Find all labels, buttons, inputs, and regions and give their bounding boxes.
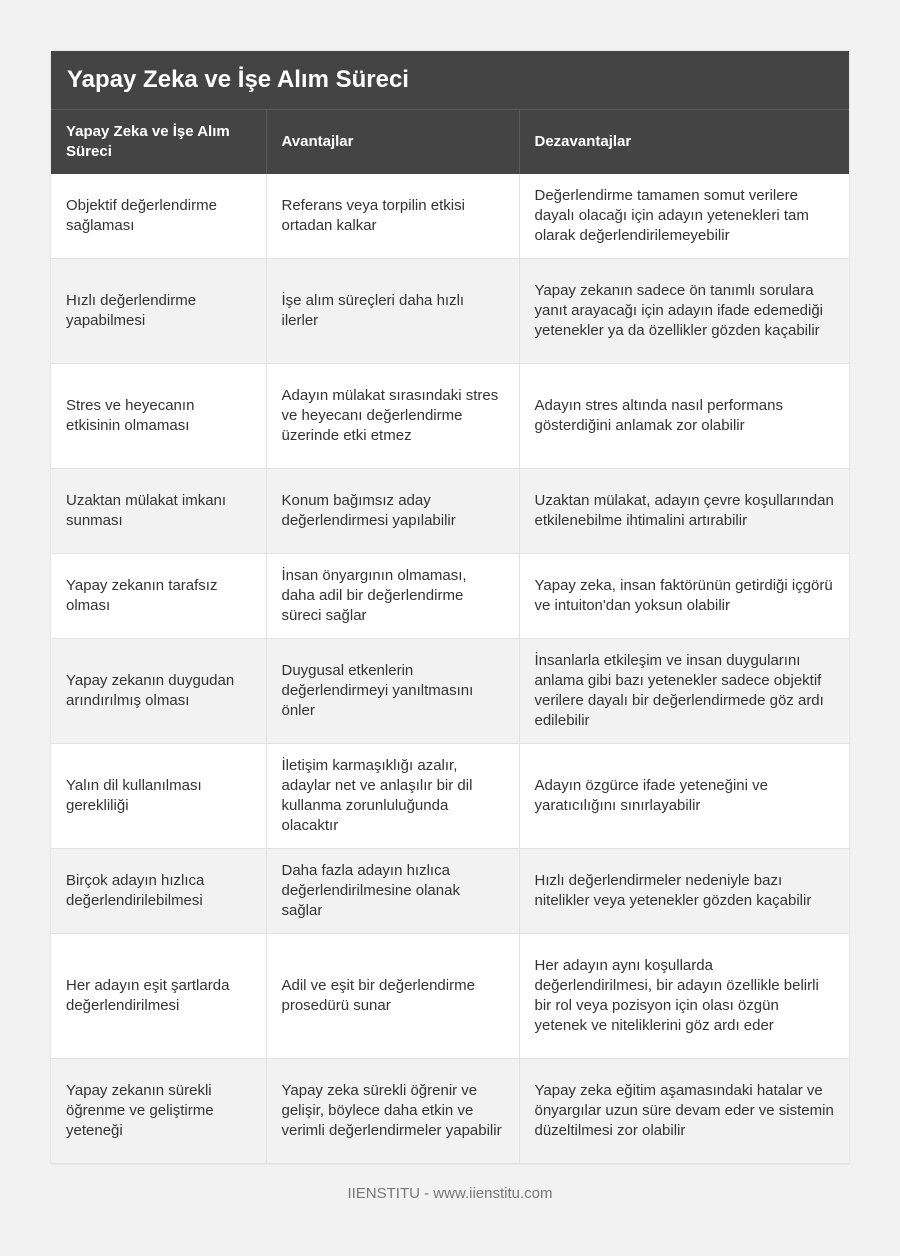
topic-cell: Yalın dil kullanılması gerekliliği [51, 744, 266, 849]
disadvantage-cell: Adayın stres altında nasıl performans gösterdiğini anlamak zor olabilir [519, 364, 849, 469]
advantage-cell: Daha fazla adayın hızlıca değerlendirilmesine olanak sağlar [266, 849, 519, 934]
table-row [51, 934, 849, 1059]
disadvantage-cell: Yapay zeka eğitim aşamasındaki hatalar ve önyargılar uzun süre devam eder ve sistemin düzeltilmesi zor olabilir [519, 1059, 849, 1164]
disadvantage-cell: Hızlı değerlendirmeler nedeniyle bazı nitelikler veya yetenekler gözden kaçabilir [519, 849, 849, 934]
advantage-cell: İnsan önyargının olmaması, daha adil bir değerlendirme süreci sağlar [266, 554, 519, 639]
advantage-cell: Konum bağımsız aday değerlendirmesi yapılabilir [266, 469, 519, 554]
topic-cell: Yapay zekanın tarafsız olması [51, 554, 266, 639]
disadvantage-cell: Yapay zekanın sadece ön tanımlı sorulara yanıt arayacağı için adayın ifade edemediği yetenekler ya da özellikler gözden kaçabilir [519, 259, 849, 364]
table-row [51, 554, 849, 639]
advantage-cell: İşe alım süreçleri daha hızlı ilerler [266, 259, 519, 364]
advantage-cell: Referans veya torpilin etkisi ortadan kalkar [266, 174, 519, 259]
table-row [51, 849, 849, 934]
topic-cell: Hızlı değerlendirme yapabilmesi [51, 259, 266, 364]
topic-cell: Stres ve heyecanın etkisinin olmaması [51, 364, 266, 469]
table-card [51, 51, 849, 1164]
advantage-cell: Adil ve eşit bir değerlendirme prosedürü sunar [266, 934, 519, 1059]
table-row [51, 469, 849, 554]
table-row [51, 1059, 849, 1164]
advantage-cell: İletişim karmaşıklığı azalır, adaylar net ve anlaşılır bir dil kullanma zorunluluğunda olacaktır [266, 744, 519, 849]
column-header-disadvantages: Dezavantajlar [519, 110, 849, 174]
table-row [51, 364, 849, 469]
advantage-cell: Duygusal etkenlerin değerlendirmeyi yanıltmasını önler [266, 639, 519, 744]
advantage-cell: Adayın mülakat sırasındaki stres ve heyecanı değerlendirme üzerinde etki etmez [266, 364, 519, 469]
topic-cell: Yapay zekanın sürekli öğrenme ve geliştirme yeteneği [51, 1059, 266, 1164]
topic-cell: Birçok adayın hızlıca değerlendirilebilmesi [51, 849, 266, 934]
column-header-topic: Yapay Zeka ve İşe Alım Süreci [51, 110, 266, 174]
disadvantage-cell: Adayın özgürce ifade yeteneğini ve yaratıcılığını sınırlayabilir [519, 744, 849, 849]
table-row [51, 639, 849, 744]
comparison-table [51, 109, 849, 1164]
topic-cell: Her adayın eşit şartlarda değerlendirilmesi [51, 934, 266, 1059]
table-row [51, 259, 849, 364]
disadvantage-cell: Uzaktan mülakat, adayın çevre koşullarından etkilenebilme ihtimalini artırabilir [519, 469, 849, 554]
disadvantage-cell: İnsanlarla etkileşim ve insan duygularını anlama gibi bazı yetenekler sadece objektif verilere dayalı bir değerlendirmede göz ardı edilebilir [519, 639, 849, 744]
footer-credit: IIENSTITU - www.iienstitu.com [347, 1185, 553, 1202]
advantage-cell: Yapay zeka sürekli öğrenir ve gelişir, böylece daha etkin ve verimli değerlendirmeler yapabilir [266, 1059, 519, 1164]
disadvantage-cell: Yapay zeka, insan faktörünün getirdiği içgörü ve intuiton'dan yoksun olabilir [519, 554, 849, 639]
header-row [51, 110, 849, 174]
disadvantage-cell: Değerlendirme tamamen somut verilere dayalı olacağı için adayın yetenekleri tam olarak değerlendirilemeyebilir [519, 174, 849, 259]
topic-cell: Uzaktan mülakat imkanı sunması [51, 469, 266, 554]
disadvantage-cell: Her adayın aynı koşullarda değerlendirilmesi, bir adayın özellikle belirli bir rol veya pozisyon için olası özgün yetenek ve niteliklerini göz ardı eder [519, 934, 849, 1059]
table-row [51, 744, 849, 849]
topic-cell: Objektif değerlendirme sağlaması [51, 174, 266, 259]
column-header-advantages: Avantajlar [266, 110, 519, 174]
topic-cell: Yapay zekanın duygudan arındırılmış olması [51, 639, 266, 744]
table-title: Yapay Zeka ve İşe Alım Süreci [51, 51, 849, 109]
table-row [51, 174, 849, 259]
